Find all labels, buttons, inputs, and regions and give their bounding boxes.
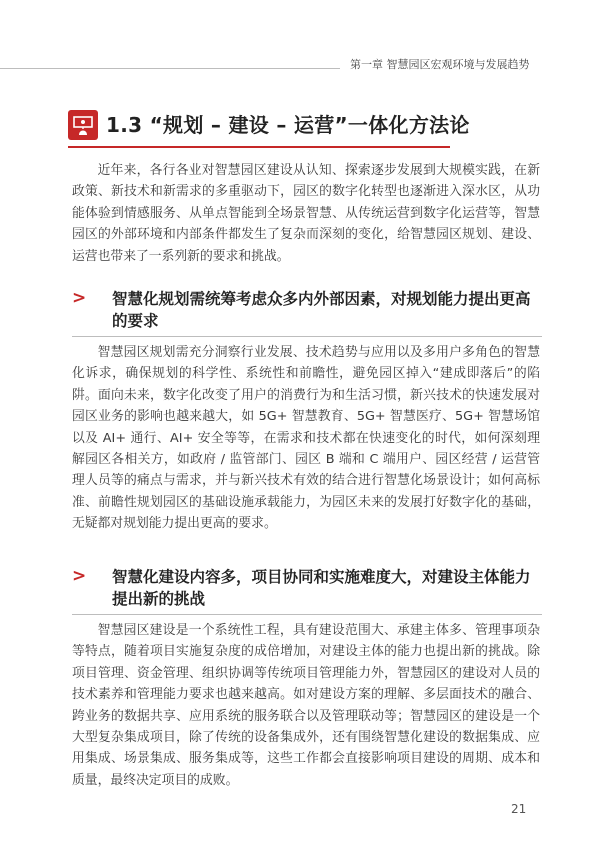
intro-paragraph: 近年来，各行各业对智慧园区建设从认知、探索逐步发展到大规模实践，在新政策、新技术和新需求的多重驱动下，园区的数字化转型也逐渐进入深水区，从功能体验到情感服务、从单点智能到全场景智慧、从传统运营到数字化运营等，智慧园区的外部环境和内部条件都发生了复杂而深刻的变化，给智慧园区规划、建设、运营也带来了一系列新的要求和挑战。	[72, 163, 540, 264]
header-rule	[0, 68, 340, 69]
page-number: 21	[511, 802, 527, 816]
presentation-icon	[68, 110, 98, 140]
section-title-underline	[68, 146, 450, 148]
chapter-title: 第一章 智慧园区宏观环境与发展趋势	[350, 58, 530, 71]
subsection-title: 智慧化建设内容多，项目协同和实施难度大，对建设主体能力提出新的挑战	[112, 568, 531, 608]
subsection-body-construction: 智慧园区建设是一个系统性工程，具有建设范围大、承建主体多、管理事项杂等特点，随着项目实施复杂度的成倍增加，对建设主体的能力也提出新的挑战。除项目管理、资金管理、组织协调等传统项目管理能力外，智慧园区的建设对人员的技术素养和管理能力要求也越来越高。如对建设方案的理解、多层面技术的融合、跨业务的数据共享、应用系统的服务联合以及管理联动等；智慧园区的建设是一个大型复杂集成项目，除了传统的设备集成外，还有围绕智慧化建设的数据集成、应用集成、场景集成、服务集成等，这些工作都会直接影响项目建设的周期、成本和质量，最终决定项目的成败。	[72, 623, 540, 788]
section-heading	[68, 108, 470, 148]
subsection-body-planning: 智慧园区规划需充分洞察行业发展、技术趋势与应用以及多用户多角色的智慧化诉求，确保规划的科学性、系统性和前瞻性，避免园区掉入“建成即落后”的陷阱。面向未来，数字化改变了用户的消费行为和生活习惯，新兴技术的快速发展对园区业务的影响也越来越大，如 5G+ 智慧教育、5G+ 智慧医疗、5G+ 智慧场馆以及 AI+ 通行、AI+ 安全等等，在需求和技术都在快速变化的时代，如何深刻理解园区各相关方，如政府 / 监管部门、园区 B 端和 C 端用户、园区经营 / 运营管理人员等的痛点与需求，并与新兴技术有效的结合进行智慧化场景设计；如何高标准、前瞻性规划园区的基础设施承载能力，为园区未来的发展打好数字化的基础，无疑都对规划能力提出更高的要求。	[72, 345, 540, 532]
section-title: 1.3 “规划 – 建设 – 运营”一体化方法论	[106, 113, 470, 137]
chevron-right-icon: >	[72, 566, 87, 586]
subsection-underline	[72, 614, 542, 615]
subsection-underline	[72, 336, 542, 337]
subsection-title: 智慧化规划需统筹考虑众多内外部因素，对规划能力提出更高的要求	[112, 290, 531, 330]
chevron-right-icon: >	[72, 288, 87, 308]
